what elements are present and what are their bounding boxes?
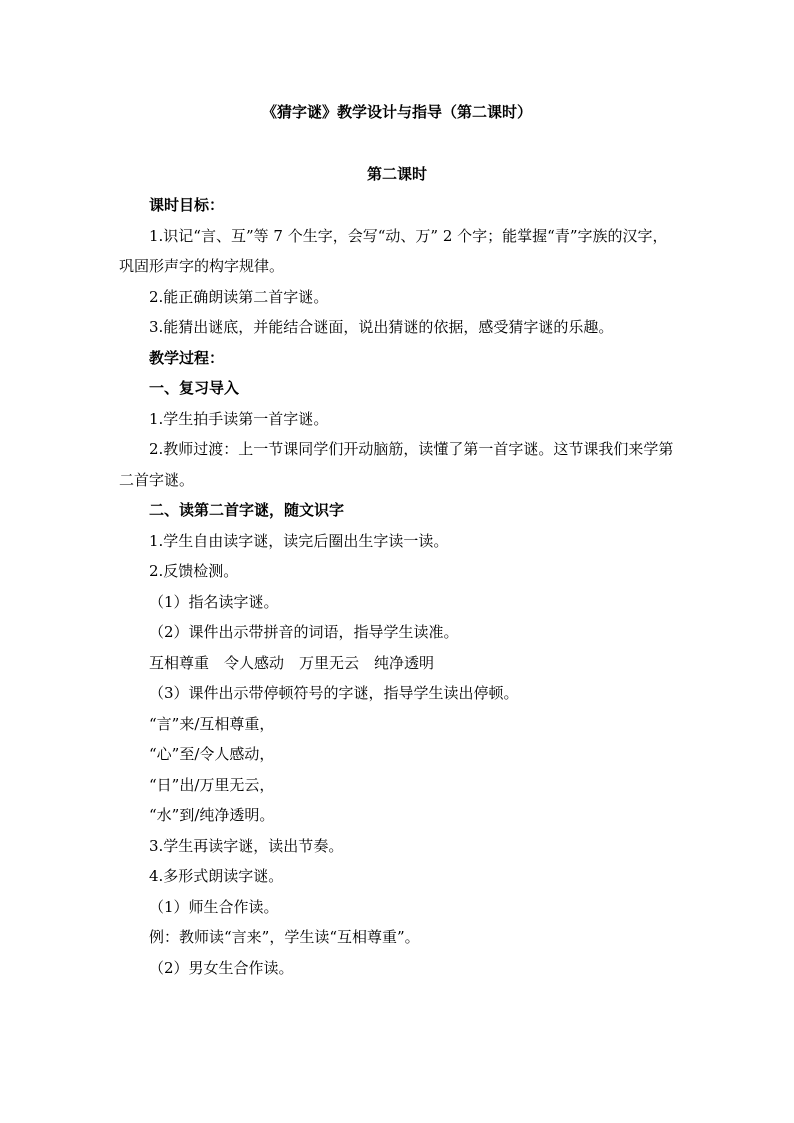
step-item: 3.学生再读字谜，读出节奏。 [149, 836, 344, 855]
sub-step-item: （2）男女生合作读。 [149, 958, 294, 977]
sub-step-item: （2）课件出示带拼音的词语，指导学生读准。 [149, 623, 459, 641]
step-item: 2.反馈检测。 [149, 562, 239, 580]
objective-item: 2.能正确朗读第二首字谜。 [149, 287, 329, 306]
step-item: 4.多形式朗读字谜。 [149, 867, 284, 885]
riddle-line: “日”出/万里无云， [149, 775, 275, 794]
document-body [119, 190, 675, 983]
riddle-line: “言”来/互相尊重， [149, 714, 275, 733]
objectives-heading: 课时目标： [149, 196, 225, 214]
riddle-line: “水”到/纯净透明。 [149, 806, 275, 824]
step-heading: 二、读第二首字谜，随文识字 [149, 501, 345, 519]
process-heading: 教学过程： [149, 348, 225, 367]
example-line: 例：教师读“言来”，学生读“互相尊重”。 [149, 928, 420, 946]
step-item: 2.教师过渡：上一节课同学们开动脑筋，读懂了第一首字谜。这节课我们来学第二首字谜。 [119, 440, 674, 489]
section-heading: 第二课时 [366, 165, 427, 183]
sub-step-item: （3）课件出示带停顿符号的字谜，指导学生读出停顿。 [149, 684, 519, 702]
objective-item: 1.识记“言、互”等 7 个生字，会写“动、万” 2 个字；能掌握“青”字族的汉字，巩固形声字的构字规律。 [119, 226, 668, 275]
step-item: 1.学生自由读字谜，读完后圈出生字读一读。 [149, 531, 449, 550]
sub-step-item: （1）师生合作读。 [149, 897, 279, 916]
step-heading: 一、复习导入 [149, 379, 240, 397]
riddle-line: “心”至/令人感动， [149, 745, 275, 763]
step-item: 1.学生拍手读第一首字谜。 [149, 409, 329, 428]
word-list: 互相尊重 令人感动 万里无云 纯净透明 [149, 653, 435, 672]
objective-item: 3.能猜出谜底，并能结合谜面，说出猜谜的依据，感受猜字谜的乐趣。 [149, 318, 614, 336]
sub-step-item: （1）指名读字谜。 [149, 592, 279, 611]
document-title: 《猜字谜》教学设计与指导（第二课时） [261, 103, 532, 121]
